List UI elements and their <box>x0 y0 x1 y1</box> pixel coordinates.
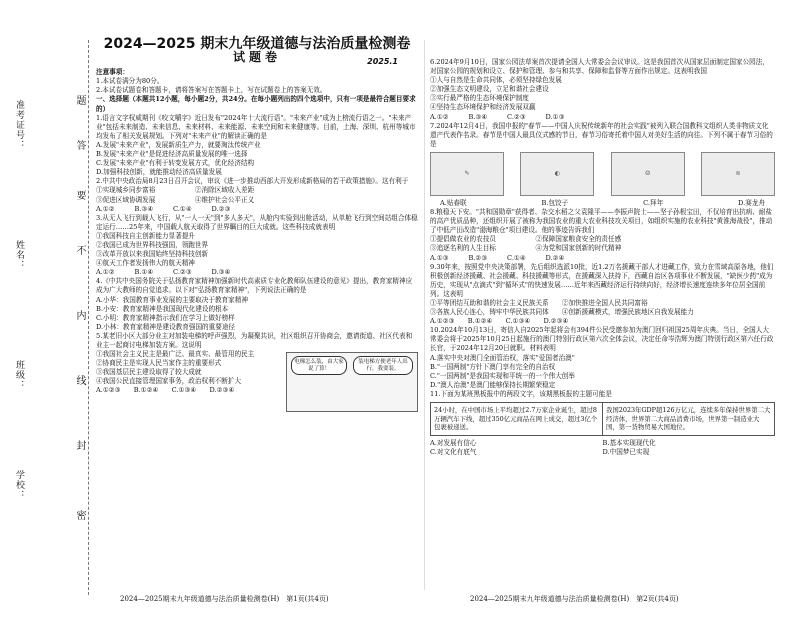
exam-subtitle <box>96 50 418 67</box>
question-line: D.小林：教育家精神是建设教育强国的重要途径 <box>96 322 236 331</box>
question-line: 11.下面为某班黑板报中的两段文字，该期黑板报的主题可能是 <box>430 389 612 398</box>
question-line: A.①③ B.②③ C.①④ D.②④ <box>430 253 565 262</box>
question-line: A.①②③ B.①②④ C.①③④ D.②③④ <box>96 386 235 395</box>
blackboard-material <box>430 402 775 436</box>
option: B.基本实现现代化 <box>602 438 656 447</box>
question-line: 9.30年来，按照党中央决策部署，先后组织选派10批，近1.2万名援藏干部人才进藏工作，致力在雪域高原各地，他们积极创新经济援藏、社会援藏、科技援藏等形式，在援藏深入扶持下，西藏自治区各项事业不断发展，"缺医少药"成为历史，实现从"点滴式"到"循环式"的快速发展……近年来西藏经济运行持续向好，经济增长速度连续多年位居全国前列。这表明 <box>430 262 774 298</box>
option: D.中国梦已实现 <box>602 447 650 456</box>
speech-bubble: 电梯怎么装，由大家说了算！ <box>291 356 347 375</box>
question-line: ②我国已成为世界科技强国，领跑世界 <box>96 240 209 249</box>
seal-char: 密 <box>74 510 85 520</box>
right-column <box>430 58 775 457</box>
question-line: ③我国基层民主建设取得了较大成就 <box>96 368 202 377</box>
question-line: ③实行最严格的生态环境保护制度 <box>430 94 529 103</box>
question-line: ②协商民主是实现人民当家作主的重要形式 <box>96 359 222 368</box>
notes-heading: 注意事项： <box>96 68 129 77</box>
question-line: ①我国科技自主创新能力显著提升 <box>96 231 195 240</box>
question-line: ①人与自然是生命共同体，必须坚持绿色发展 <box>430 76 562 85</box>
question-line: 3.从无人飞行到载人飞行，从"一人一天"到"多人多天"，从舱内实验到出舱活动，从单舱飞行到空间站组合体稳定运行……25年来，中国载人航天取得了世界瞩目的巨大成就。这些科技成就表明 <box>96 213 418 231</box>
dragon-boat-image: ≋ <box>701 152 775 196</box>
question-line: 7.2024年12月4日，我国申报的"春节——中国人庆祝传统新年的社会实践"被列入联合国教科文组织人类非物质文化遗产代表作名录。春节是中国人最具仪式感的节日，春节习俗寄托着中国人对美好生活的向往。下列不属于春节习俗的是 <box>430 121 773 148</box>
question-line: ④我国公民直接管理国家事务，政治权利不断扩大 <box>96 377 242 386</box>
question-line: ④航天工作者发扬伟大的航天精神 <box>96 259 195 268</box>
new-year-greeting-image: ☺ <box>611 152 685 196</box>
subtitle-text: 试题卷 <box>232 50 281 65</box>
question-line: ①实现城乡同步富裕 ②消除区域收入差距 <box>96 186 255 195</box>
footer-right: 2024—2025期末九年级道德与法治质量检测卷(H) 第2页(共4页) <box>470 595 679 603</box>
question-line: B."一国两制"方针下澳门享有完全的自治权 <box>430 362 556 371</box>
question-line: 8.粮稳天下安。"共和国勋章"获得者、杂交水稻之父袁隆平——李振声院士——坚子孙根宝田，不仅培育出抗病、耐盐的高产优质品种，还组织开展了被称为我国农业的重大农业科技攻关项目，如组织实施的农业科技"黄淮海战役"，推动了中低产田改造"渤海粮仓"项目建设。他的事迹告诉我们 <box>430 208 773 235</box>
question-line: ③各族人民心连心，铸牢中华民族共同体 ④创新援藏模式，增强民族地区自我发展能力 <box>430 308 694 317</box>
seal-char: 封 <box>74 440 85 450</box>
note-item: 1.本试卷满分为80分。 <box>96 77 164 86</box>
student-info-strip <box>10 40 68 595</box>
question-line: C.小明：教育家精神指示我们在学习上做好榜样 <box>96 313 235 322</box>
seal-char: 题 <box>74 95 85 105</box>
right-question-list <box>430 58 775 149</box>
caption: C.拜年 <box>643 198 664 207</box>
question-line: A.①② B.③④ C.①④ D.②③ <box>96 204 231 213</box>
question-line: D.加强科技创新，就能推动经济高质量发展 <box>96 168 222 177</box>
question-line: ③促进区域协调发展 ④维护社会公平正义 <box>96 195 255 204</box>
custom-images-row <box>430 152 775 196</box>
question-line: ①我国社会主义民主是最广泛、最真实、最管用的民主 <box>96 350 255 359</box>
question-line: C."一国两制"是我国实现和平统一的一个伟大创举 <box>430 371 575 380</box>
question-line: ①提倡做农业的农技员 ②保障国家粮食安全的责任感 <box>430 235 622 244</box>
seal-char: 不 <box>74 245 85 255</box>
question-line: A.①② B.①④ C.②③ D.③④ <box>96 268 231 277</box>
name-label: 姓名： <box>14 240 24 270</box>
seal-char: 要 <box>74 190 85 200</box>
question-line: A.①②③ B.①②④ C.①③④ D.②③④ <box>430 317 569 326</box>
right-question-list-2 <box>430 208 775 399</box>
question-line: 1.语言文字权威期刊《咬文嚼字》近日发布"2024年十大流行语"。"未来产业"成为上榜流行语之一。"未来产业"包括未来制造、未来信息、未来材料、未来能源、未来空间和未来健康等。目前，上海、深圳、杭州等城市均发布了相关发展规划。下列对"未来产业"的解读正确的是 <box>96 113 416 140</box>
seal-dotted-line <box>88 40 89 595</box>
question-line: 2.中共中央政治局8月23日召开会议，审议《进一步推动西部大开发形成新格局的若干政策措施》。这有利于 <box>96 177 409 186</box>
question-line: ①平等团结互助和谐的社会主义民族关系 ②加快推进全国人民共同富裕 <box>430 298 648 307</box>
speech-bubble: 装电梯方便老年人出行，我要装。 <box>353 356 413 375</box>
exam-title: 2024—2025 期末九年级道德与法治质量检测卷 <box>103 36 411 52</box>
cartoon-image <box>286 352 418 412</box>
question-line: 6.2024年9月10日，国家公园法草案首次提请全国人大常委会会议审议。这是我国首次从国家层面制定国家公园法，对国家公园的规划和设立、保护和管理、参与和共享、保障和监督等方面作出规定。这表明我国 <box>430 58 769 76</box>
seal-line-text <box>72 40 88 595</box>
exam-id-label: 准考证号： <box>14 100 24 150</box>
left-question-list <box>96 114 418 350</box>
spring-couplet-image: ✎ <box>430 152 504 196</box>
note-item: 2.本试卷试题卷和答题卡，请将答案写在答题卡上，写在试题卷上的答案无效。 <box>96 86 327 95</box>
class-label: 班级： <box>14 360 24 390</box>
left-column <box>96 36 418 414</box>
question-line: A.小华：我国教育事业发展的主要取决于教育家精神 <box>96 295 248 304</box>
section-heading: 一、选择题（本题共12小题，每小题2分，共24分。在每小题列出的四个选项中，只有一项是最符合题目要求的） <box>96 95 416 113</box>
dumpling-image: ◐ <box>520 152 594 196</box>
caption: A.贴春联 <box>440 198 467 207</box>
question-line: D."澳人治澳"是澳门能够保持长期繁荣稳定 <box>430 380 556 389</box>
option: C.对文化有底气 <box>430 447 477 456</box>
image-captions <box>430 199 775 208</box>
question-line: ③改革开放以来我国始终坚持科技创新 <box>96 250 209 259</box>
question-line: B.发展"未来产业"是促进经济高质量发展的唯一选择 <box>96 150 248 159</box>
material-left: 24小时，在中国市场上平均超过2.7万家企业诞生，超过8万辆汽车下线，超过350亿元商品在网上成交，超过3亿个包裹被递送。 <box>434 406 598 431</box>
question-line: ②加强生态文明建设，立足和谐社会建设 <box>430 85 549 94</box>
option: A.对发展有信心 <box>430 438 477 447</box>
seal-char: 内 <box>74 310 85 320</box>
question-line: A.①② B.③④ C.②③ D.①③ <box>430 112 565 121</box>
question-line: ③追逐名利的人生目标 ④为党和国家创新的时代精神 <box>430 244 622 253</box>
question-line: B.小安：教育家精神是我国现代化建设的根本 <box>96 304 229 313</box>
page-divider <box>424 40 425 590</box>
question-line: A.发展"未来产业"，发展新质生产力，就要淘汰传统产业 <box>96 140 261 149</box>
caption: D.赛龙舟 <box>738 198 765 207</box>
question-line: 4.《中共中央国务院关于弘扬教育家精神加强新时代高素质专业化教师队伍建设的意见》提出，教育家精神应成为广大教师的自觉追求。以下对"弘扬教育家精神"，下列说法正确的是 <box>96 277 413 295</box>
caption: B.包饺子 <box>541 198 569 207</box>
exam-date: 2025.1 <box>367 57 398 67</box>
question-line: 10.2024年10月13日，寄信人自2025年起将会有394件公民受邀参加为澳门回归祖国25周年庆典。当日，全国人大常委会将于2025年10月25日起施行的澳门特别行政区第六次全体会议，决定任命岑浩辉为澳门特别行政区第六任行政长官，于2024年12月20日就职。材料表明 <box>430 326 774 353</box>
q11-options <box>430 439 775 457</box>
school-label: 学校： <box>14 470 24 500</box>
question-line: ④坚持生态环境保护和经济发展双赢 <box>430 103 536 112</box>
question-line: A.落实中央对澳门全面管治权，落实"爱国者治澳" <box>430 353 575 362</box>
seal-char: 线 <box>74 375 85 385</box>
footer-left: 2024—2025期末九年级道德与法治质量检测卷(H) 第1页(共4页) <box>120 595 329 603</box>
material-right: 我国2023年GDP超126万亿元，连续多年保持世界第二大经济体，世界第二大商品消费市场，世界第一制造业大国，第一货物贸易大国地位。 <box>602 403 774 435</box>
seal-char: 答 <box>74 140 85 150</box>
question-line: C.发展"未来产业"有利于转变发展方式，优化经济结构 <box>96 159 255 168</box>
question-line: 5.某老旧小区大部分业主对加装电梯的呼声强烈，为凝聚共识，社区组织召开协商会，邀请街道、社区代表和业主一起商讨电梯加装方案。这说明 <box>96 331 413 349</box>
